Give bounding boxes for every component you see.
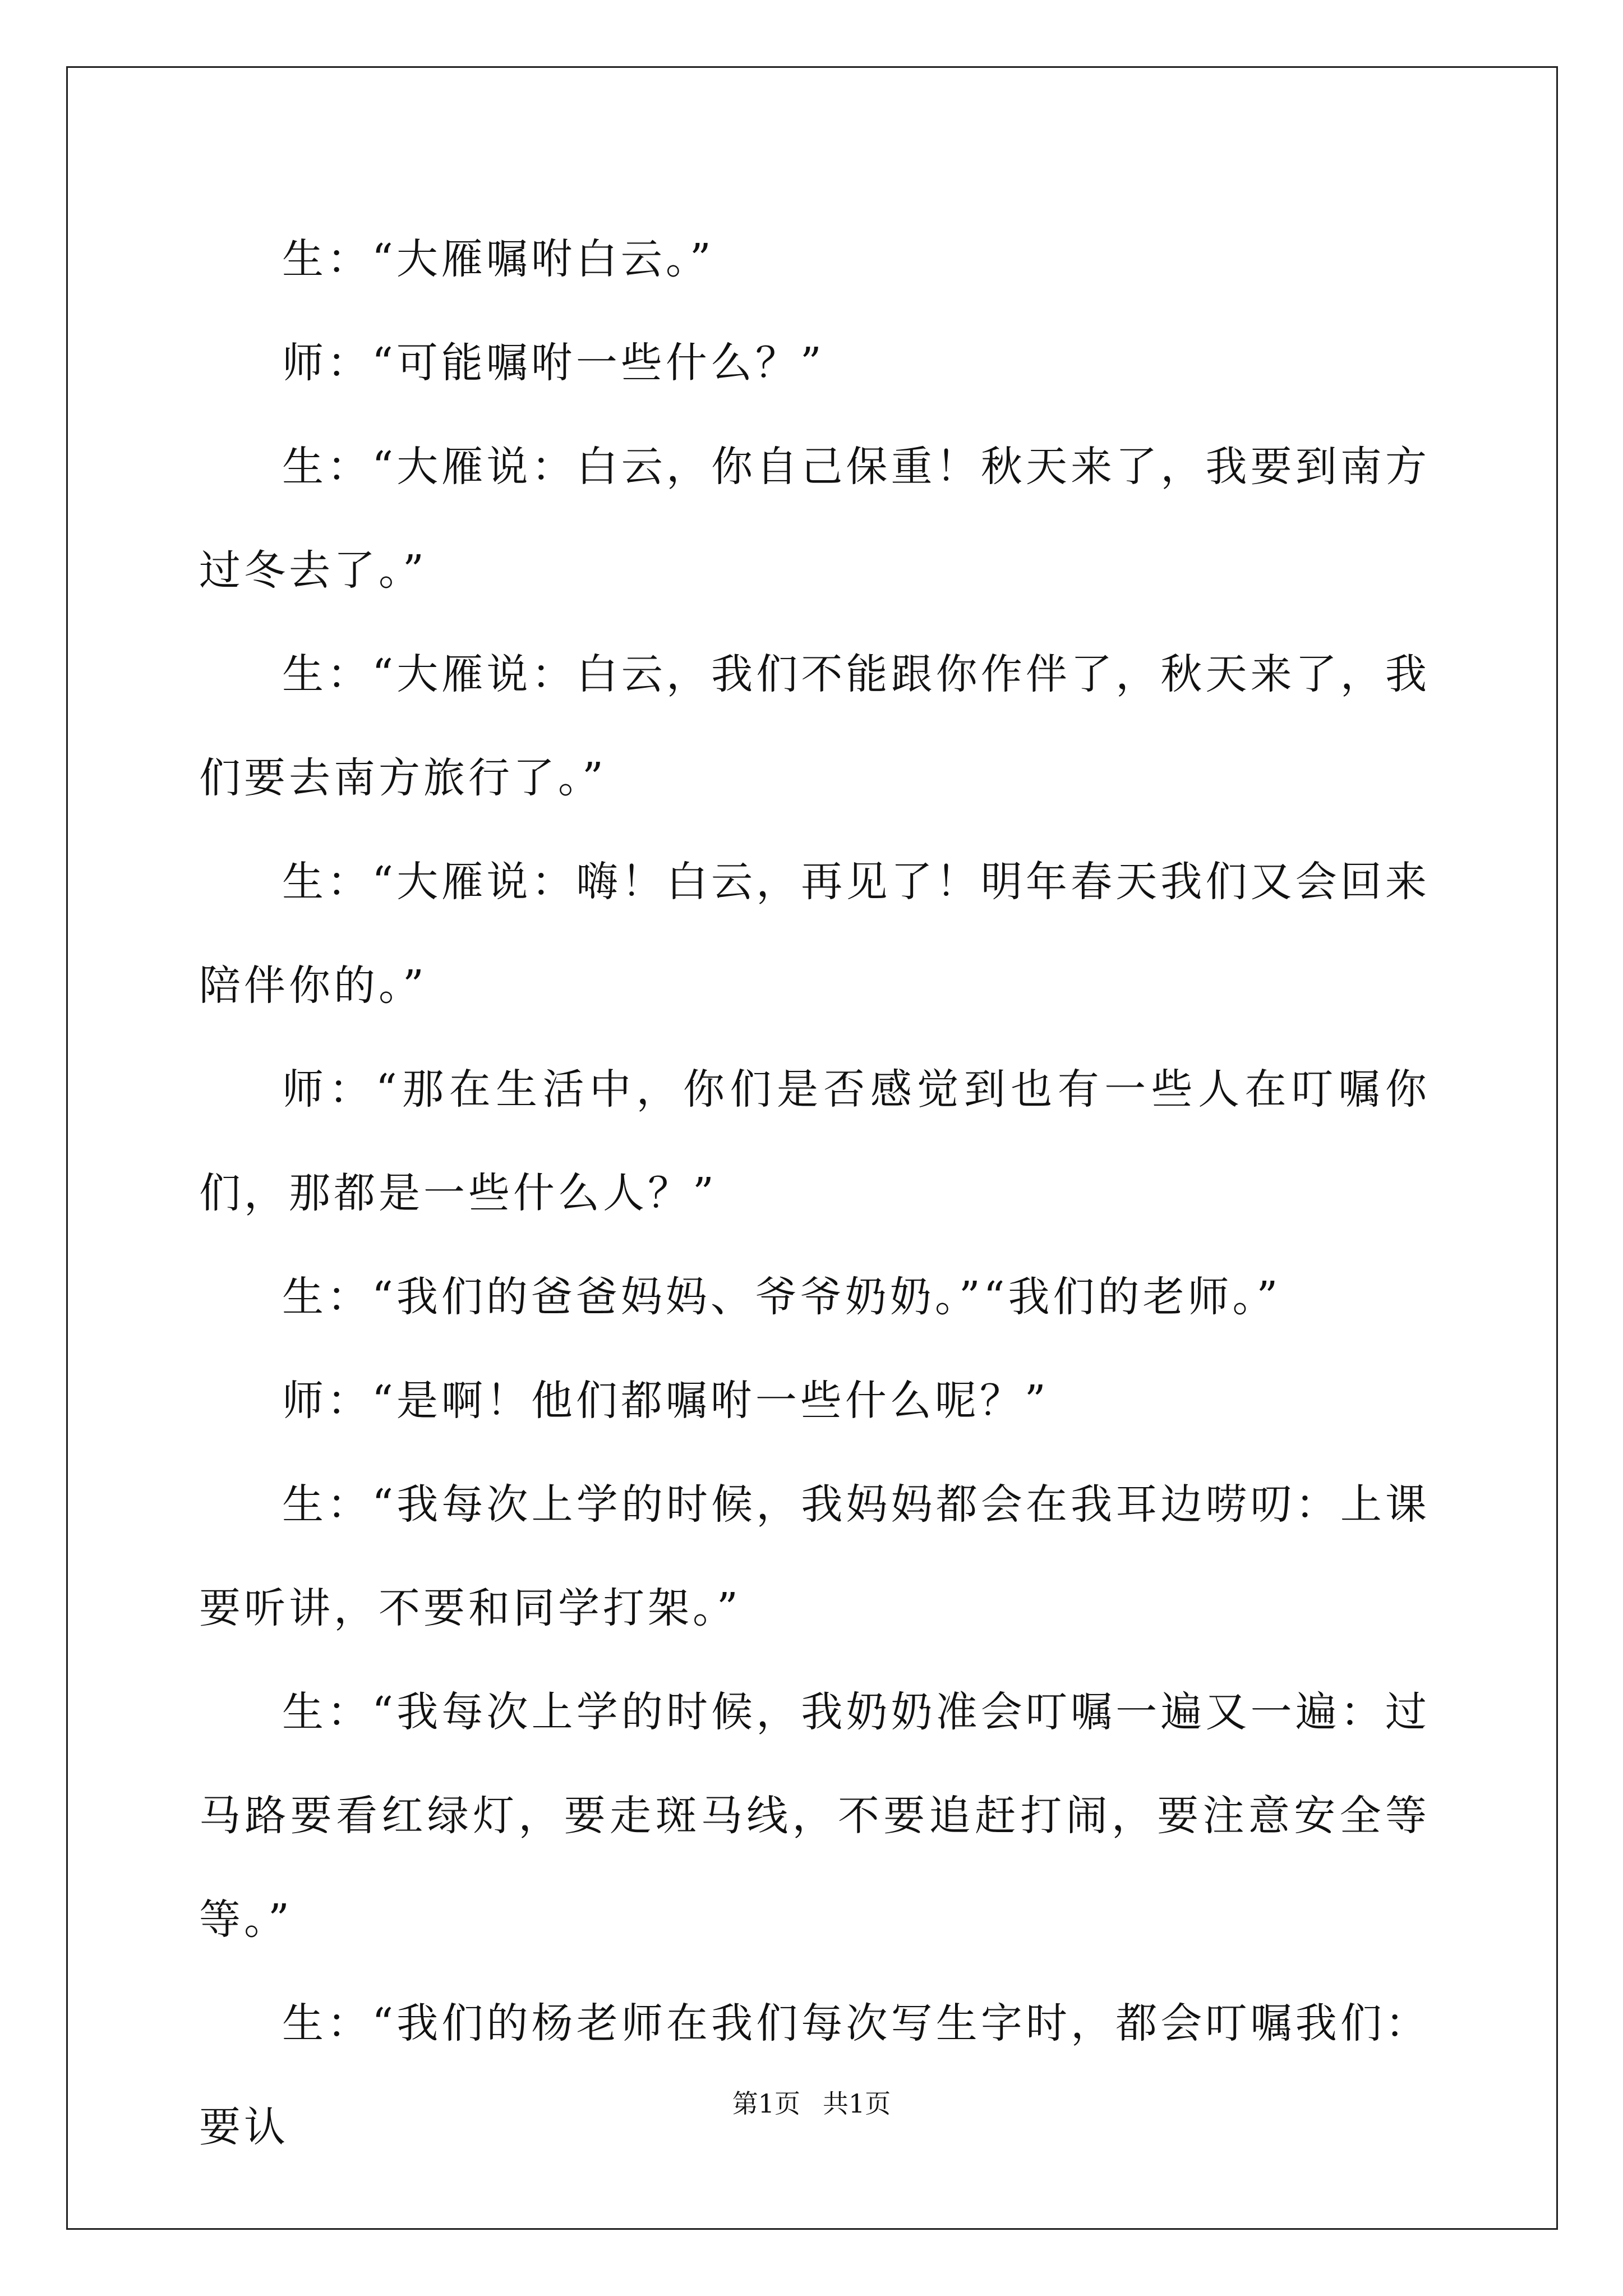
page-footer xyxy=(0,2087,1623,2120)
paragraph: 生：“大雁说：白云，我们不能跟你作伴了，秋天来了，我们要去南方旅行了。” xyxy=(199,650,1430,802)
page-total: 共1页 xyxy=(823,2088,891,2119)
paragraph: 师：“那在生活中，你们是否感觉到也有一些人在叮嘱你们，那都是一些什么人？” xyxy=(199,1065,1430,1217)
paragraph: 师：“是啊！他们都嘱咐一些什么呢？” xyxy=(282,1377,1049,1425)
page-number: 第1页 xyxy=(732,2088,800,2119)
paragraph: 生：“我们的杨老师在我们每次写生字时，都会叮嘱我们：要认 xyxy=(199,1999,1430,2151)
paragraph: 师：“可能嘱咐一些什么？” xyxy=(282,339,825,387)
paragraph: 生：“大雁嘱咐白云。” xyxy=(282,235,714,283)
paragraph: 生：“大雁说：嗨！白云，再见了！明年春天我们又会回来陪伴你的。” xyxy=(199,858,1430,1010)
paragraph: 生：“大雁说：白云，你自己保重！秋天来了，我要到南方过冬去了。” xyxy=(199,443,1430,595)
paragraph: 生：“我每次上学的时候，我妈妈都会在我耳边唠叨：上课要听讲，不要和同学打架。” xyxy=(199,1480,1430,1632)
document-body xyxy=(199,208,1430,2179)
paragraph: 生：“我每次上学的时候，我奶奶准会叮嘱一遍又一遍：过马路要看红绿灯，要走斑马线，不要追赶打闹，要注意安全等等。” xyxy=(199,1688,1430,1944)
paragraph: 生：“我们的爸爸妈妈、爷爷奶奶。”“我们的老师。” xyxy=(282,1273,1281,1321)
